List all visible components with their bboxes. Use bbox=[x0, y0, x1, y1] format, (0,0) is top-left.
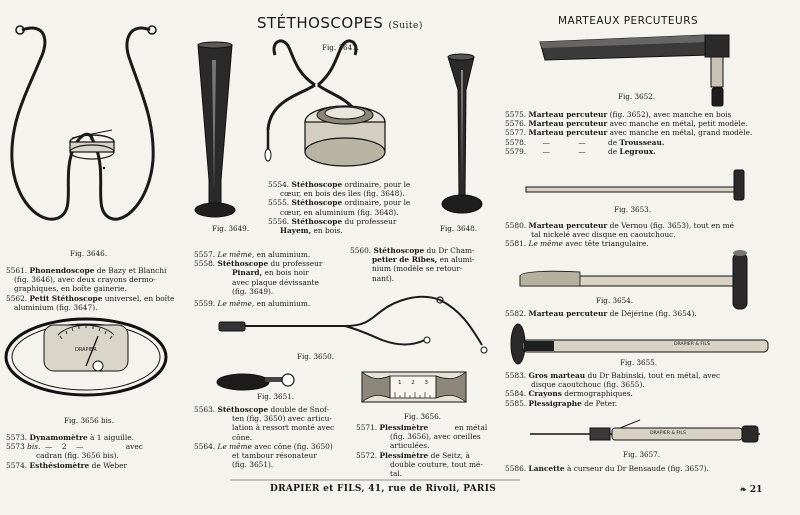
entry-5580-5581: 5580. Marteau percuteur de Vernou (fig. 3653), tout en mé tal nickelé avec disque en caoutchouc. 5581. Le même avec tête triangulaire. bbox=[505, 221, 734, 249]
fig-3653-caption: Fig. 3653. bbox=[614, 205, 652, 214]
footer-publisher: DRAPIER et FILS, 41, rue de Rivoli, PARIS bbox=[270, 484, 497, 494]
fig-3652-caption: Fig. 3652. bbox=[618, 92, 656, 101]
entry-5583-5585: 5583. Gros marteau du Dr Babinski, tout en métal, avec disque caoutchouc (fig. 3655). 5584. Crayons dermographiques. 5585. Plessigraphe de Peter. bbox=[505, 371, 721, 408]
entry-5586: 5586. Lancette à curseur du Dr Bensaude (fig. 3657). bbox=[505, 464, 709, 473]
fig-3648-caption: Fig. 3648. bbox=[440, 224, 478, 233]
fig-3646-caption: Fig. 3646. bbox=[70, 249, 108, 258]
page-number bbox=[740, 484, 762, 495]
entry-5563-5564: 5563. Stéthoscope double de Snof- ten (fig. 3650) avec articu- lation à ressort monté avec cône. 5564. Le même avec cône (fig. 3650) et tambour résonateur (fig. 3651). bbox=[194, 405, 335, 470]
fig-3657-caption: Fig. 3657. bbox=[623, 450, 661, 459]
fig-3655-caption: Fig. 3655. bbox=[620, 358, 658, 367]
right-section-title: MARTEAUX PERCUTEURS bbox=[558, 15, 699, 27]
page-number-text: 21 bbox=[749, 485, 763, 495]
entry-5554-5556: 5554. Stéthoscope ordinaire, pour le cœur, en bois des îles (fig. 3648). 5555. Stéthoscope ordinaire, pour le cœur, en aluminium (fig. 3648). 5556. Stéthoscope du professeur Hayem, en bois. bbox=[268, 180, 411, 236]
entry-5571-5572: 5571. Plessimètre en métal (fig. 3656), avec oreilles articulées. 5572. Plessimètre de Seitz, à double couture, tout mé- tal. bbox=[356, 423, 488, 479]
fig-3650-caption: Fig. 3650. bbox=[297, 352, 335, 361]
lancet-engraving: DRAPIER & FILS bbox=[650, 431, 686, 436]
entry-5561: 5561. Phonendoscope de Bazy et Blanchi (fig. 3646), avec deux crayons dermo- graphiques, en boîte gainerie. bbox=[6, 266, 167, 294]
title-suite: (Suite) bbox=[388, 21, 423, 31]
entry-5582: 5582. Marteau percuteur de Déjérine (fig. 3654). bbox=[505, 309, 697, 318]
plessimetre-scale: 1 2 3 bbox=[398, 380, 432, 386]
entry-5573: 5573. Dynamomètre à 1 aiguille. 5573 bis. — 2 — avec cadran (fig. 3656 bis). 5574. Esthésiomètre de Weber bbox=[6, 433, 143, 470]
fig-3654-caption: Fig. 3654. bbox=[596, 296, 634, 305]
ornament-icon: ❧ bbox=[740, 484, 747, 494]
fig-3651-caption: Fig. 3651. bbox=[257, 392, 295, 401]
entry-5560: 5560. Stéthoscope du Dr Cham- petier de Ribes, en alumi- nium (modèle se retour- nant). bbox=[350, 246, 475, 283]
fig-3647-caption: Fig. 3647. bbox=[322, 43, 360, 52]
fig-3656-caption: Fig. 3656. bbox=[404, 412, 442, 421]
entry-5557-5559: 5557. Le même, en aluminium. 5558. Stéthoscope du professeur Pinard, en bois noir avec plaque dévissante (fig. 3649). 5559. Le même, en aluminium. bbox=[194, 250, 323, 309]
fig-3649-caption: Fig. 3649. bbox=[212, 224, 250, 233]
fig-3656bis-text: Fig. 3656 bis. bbox=[64, 416, 114, 425]
entry-5562: 5562. Petit Stéthoscope universel, en boîte aluminium (fig. 3647). bbox=[6, 294, 175, 313]
hammer-engraving: DRAPIER & FILS bbox=[674, 342, 710, 347]
fig-3656bis-caption bbox=[64, 416, 114, 425]
entry-5575-5579: 5575. Marteau percuteur (fig. 3652), avec manche en bois 5576. Marteau percuteur avec manche en métal, petit modèle. 5577. Marteau percuteur avec manche en métal, grand modèle. 5578. — — de Trousseau. 5579. — — de Legroux. bbox=[505, 110, 753, 156]
dynamometer-label: DRAPIER bbox=[75, 347, 97, 353]
title-text: STÉTHOSCOPES bbox=[257, 14, 384, 32]
